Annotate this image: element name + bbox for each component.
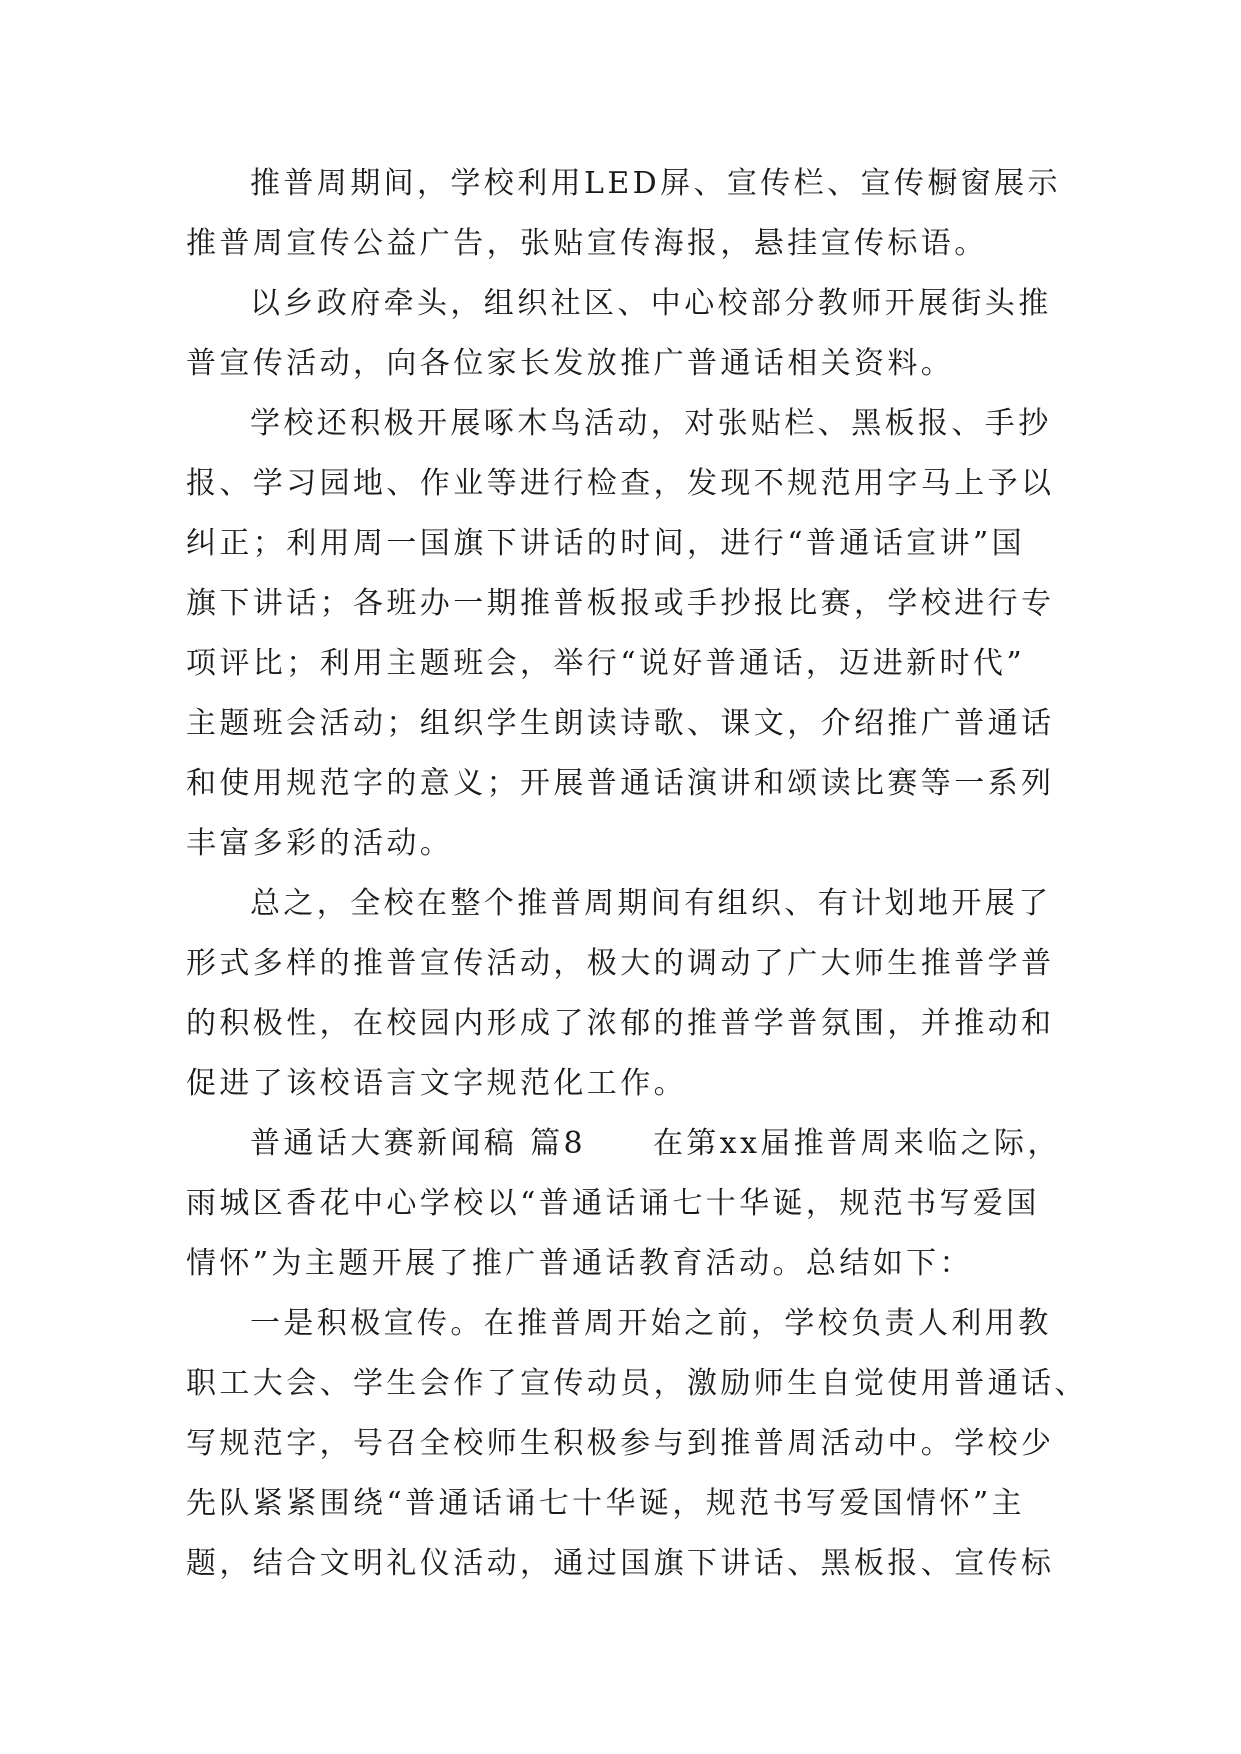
text-line: 职工大会、学生会作了宣传动员，激励师生自觉使用普通话、 bbox=[186, 1366, 1088, 1401]
text-line: 一是积极宣传。在推普周开始之前，学校负责人利用教 bbox=[250, 1306, 1052, 1341]
text-line: 促进了该校语言文字规范化工作。 bbox=[186, 1066, 687, 1101]
text-line: 情怀”为主题开展了推广普通话教育活动。总结如下： bbox=[186, 1246, 973, 1281]
text-line: 写规范字，号召全校师生积极参与到推普周活动中。学校少 bbox=[186, 1426, 1055, 1461]
text-line: 先队紧紧围绕“普通话诵七十华诞，规范书写爱国情怀”主 bbox=[186, 1486, 1026, 1521]
text-line: 雨城区香花中心学校以“普通话诵七十华诞，规范书写爱国 bbox=[186, 1186, 1040, 1221]
text-line: 丰富多彩的活动。 bbox=[186, 826, 454, 861]
text-line: 报、学习园地、作业等进行检查，发现不规范用字马上予以 bbox=[186, 466, 1055, 501]
text-line: 普宣传活动，向各位家长发放推广普通话相关资料。 bbox=[186, 346, 955, 381]
text-line: 纠正；利用周一国旗下讲话的时间，进行“普通话宣讲”国 bbox=[186, 526, 1026, 561]
text-line: 推普周宣传公益广告，张贴宣传海报，悬挂宣传标语。 bbox=[186, 226, 988, 261]
text-line: 形式多样的推普宣传活动，极大的调动了广大师生推普学普 bbox=[186, 946, 1055, 981]
text-line: 推普周期间，学校利用LED屏、宣传栏、宣传橱窗展示 bbox=[250, 166, 1061, 201]
text-line: 总之，全校在整个推普周期间有组织、有计划地开展了 bbox=[250, 886, 1052, 921]
text-line: 项评比；利用主题班会，举行“说好普通话，迈进新时代” bbox=[186, 646, 1026, 681]
section-heading-line: 普通话大赛新闻稿 篇8 在第xx届推普周来临之际， bbox=[250, 1126, 1061, 1161]
text-line: 学校还积极开展啄木鸟活动，对张贴栏、黑板报、手抄 bbox=[250, 406, 1052, 441]
text-line: 以乡政府牵头，组织社区、中心校部分教师开展街头推 bbox=[250, 286, 1052, 321]
text-line: 的积极性，在校园内形成了浓郁的推普学普氛围，并推动和 bbox=[186, 1006, 1055, 1041]
text-line: 旗下讲话；各班办一期推普板报或手抄报比赛，学校进行专 bbox=[186, 586, 1055, 621]
text-line: 主题班会活动；组织学生朗读诗歌、课文，介绍推广普通话 bbox=[186, 706, 1055, 741]
text-line: 和使用规范字的意义；开展普通话演讲和颂读比赛等一系列 bbox=[186, 766, 1055, 801]
body-text bbox=[186, 154, 1088, 1594]
text-line: 题，结合文明礼仪活动，通过国旗下讲话、黑板报、宣传标 bbox=[186, 1546, 1055, 1581]
